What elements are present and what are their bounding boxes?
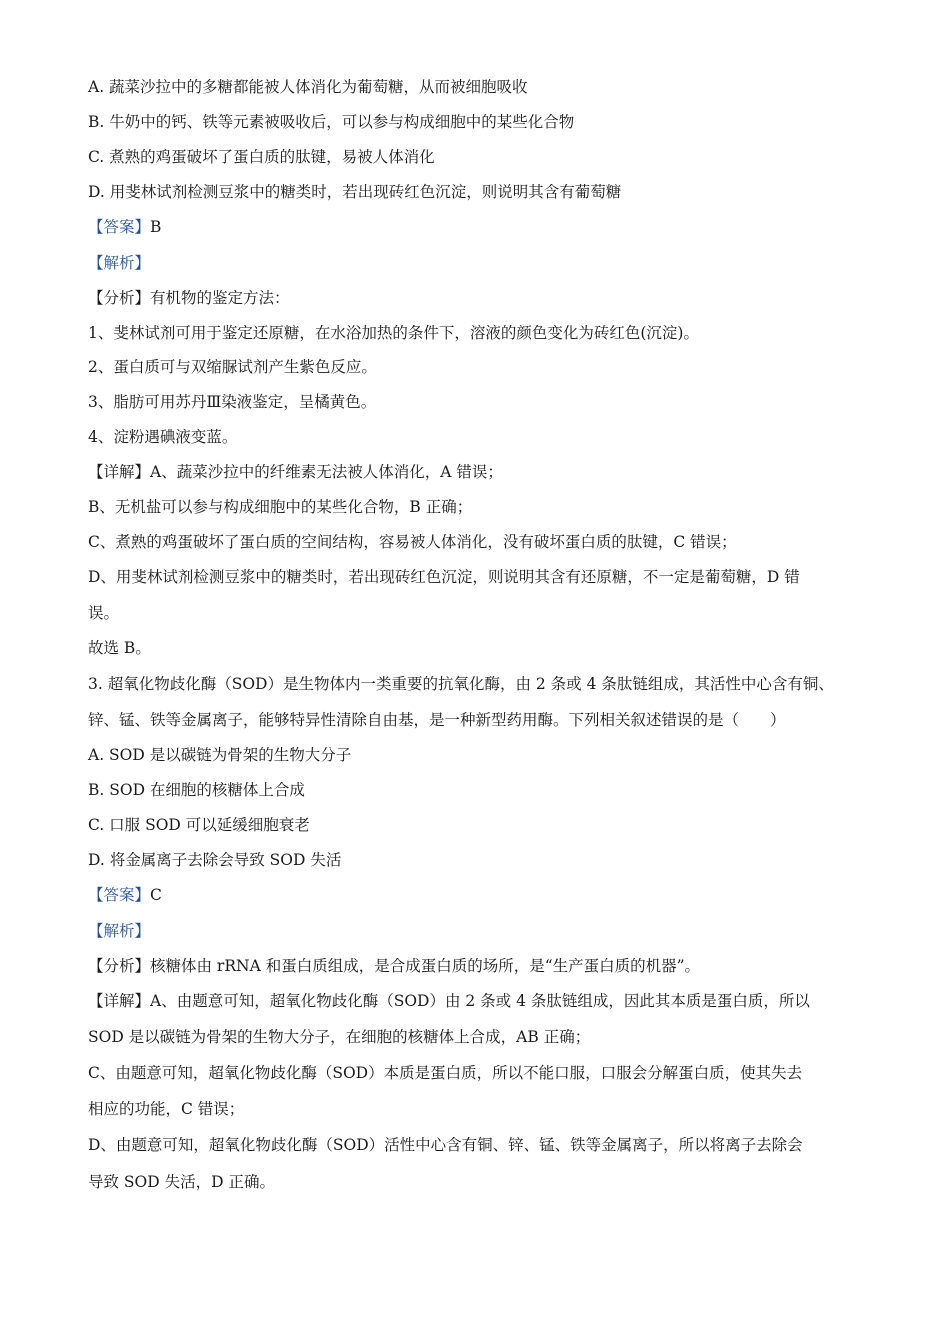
q2-option-c: C. 煮熟的鸡蛋破坏了蛋白质的肽键，易被人体消化: [88, 148, 435, 166]
q3-fenxi: 【分析】核糖体由 rRNA 和蛋白质组成，是合成蛋白质的场所，是“生产蛋白质的机器”。: [88, 957, 701, 975]
q3-detail-d-line1: D、由题意可知，超氧化物歧化酶（SOD）活性中心含有铜、锌、锰、铁等金属离子，所以将离子去除会: [88, 1136, 803, 1154]
q2-point-4: 4、淀粉遇碘液变蓝。: [88, 428, 238, 446]
q2-option-d: D. 用斐林试剂检测豆浆中的糖类时，若出现砖红色沉淀，则说明其含有葡萄糖: [88, 183, 622, 201]
q3-option-d: D. 将金属离子去除会导致 SOD 失活: [88, 851, 342, 869]
q2-answer-line: [88, 217, 161, 237]
q2-conclusion: 故选 B。: [88, 639, 151, 657]
q3-option-a: A. SOD 是以碳链为骨架的生物大分子: [88, 746, 352, 764]
q3-option-b: B. SOD 在细胞的核糖体上合成: [88, 781, 305, 799]
q3-detail-a-line1: 【详解】A、由题意可知，超氧化物歧化酶（SOD）由 2 条或 4 条肽链组成，因此其本质是蛋白质，所以: [88, 992, 810, 1010]
q2-detail-d-line1: D、用斐林试剂检测豆浆中的糖类时，若出现砖红色沉淀，则说明其含有还原糖，不一定是葡萄糖，D 错: [88, 568, 800, 586]
q3-stem-line2: 锌、锰、铁等金属离子，能够特异性清除自由基，是一种新型药用酶。下列相关叙述错误的是（ ）: [88, 711, 786, 729]
q2-detail-b: B、无机盐可以参与构成细胞中的某些化合物，B 正确；: [88, 498, 473, 516]
q2-analysis-tag: 【解析】: [88, 254, 151, 272]
q3-option-c: C. 口服 SOD 可以延缓细胞衰老: [88, 816, 310, 834]
q3-detail-c-line2: 相应的功能，C 错误；: [88, 1100, 245, 1118]
q2-option-a: A. 蔬菜沙拉中的多糖都能被人体消化为葡萄糖，从而被细胞吸收: [88, 78, 528, 96]
q2-answer-tag: 【答案】: [88, 218, 151, 236]
q3-detail-d-line2: 导致 SOD 失活，D 正确。: [88, 1173, 275, 1191]
q2-detail-c: C、煮熟的鸡蛋破坏了蛋白质的空间结构，容易被人体消化，没有破坏蛋白质的肽键，C 错误；: [88, 533, 737, 551]
q3-detail-a-line2: SOD 是以碳链为骨架的生物大分子，在细胞的核糖体上合成，AB 正确；: [88, 1028, 591, 1046]
q2-point-1: 1、斐林试剂可用于鉴定还原糖，在水浴加热的条件下，溶液的颜色变化为砖红色(沉淀)。: [88, 324, 699, 342]
q2-point-3: 3、脂肪可用苏丹Ⅲ染液鉴定，呈橘黄色。: [88, 393, 377, 411]
q2-detail-a: 【详解】A、蔬菜沙拉中的纤维素无法被人体消化，A 错误；: [88, 463, 503, 481]
q3-detail-c-line1: C、由题意可知，超氧化物歧化酶（SOD）本质是蛋白质，所以不能口服，口服会分解蛋白质，使其失去: [88, 1064, 803, 1082]
q2-fenxi: 【分析】有机物的鉴定方法：: [88, 289, 290, 307]
q2-option-b: B. 牛奶中的钙、铁等元素被吸收后，可以参与构成细胞中的某些化合物: [88, 113, 575, 131]
q3-stem-line1: 3. 超氧化物歧化酶（SOD）是生物体内一类重要的抗氧化酶，由 2 条或 4 条肽链组成，其活性中心含有铜、: [88, 675, 834, 693]
q2-answer-value: B: [150, 218, 162, 236]
q3-answer-tag: 【答案】: [88, 886, 151, 904]
q3-answer-value: C: [150, 886, 162, 904]
q3-answer-line: [88, 885, 162, 905]
q2-point-2: 2、蛋白质可与双缩脲试剂产生紫色反应。: [88, 358, 377, 376]
q3-analysis-tag: 【解析】: [88, 922, 151, 940]
q2-detail-d-line2: 误。: [88, 604, 120, 622]
